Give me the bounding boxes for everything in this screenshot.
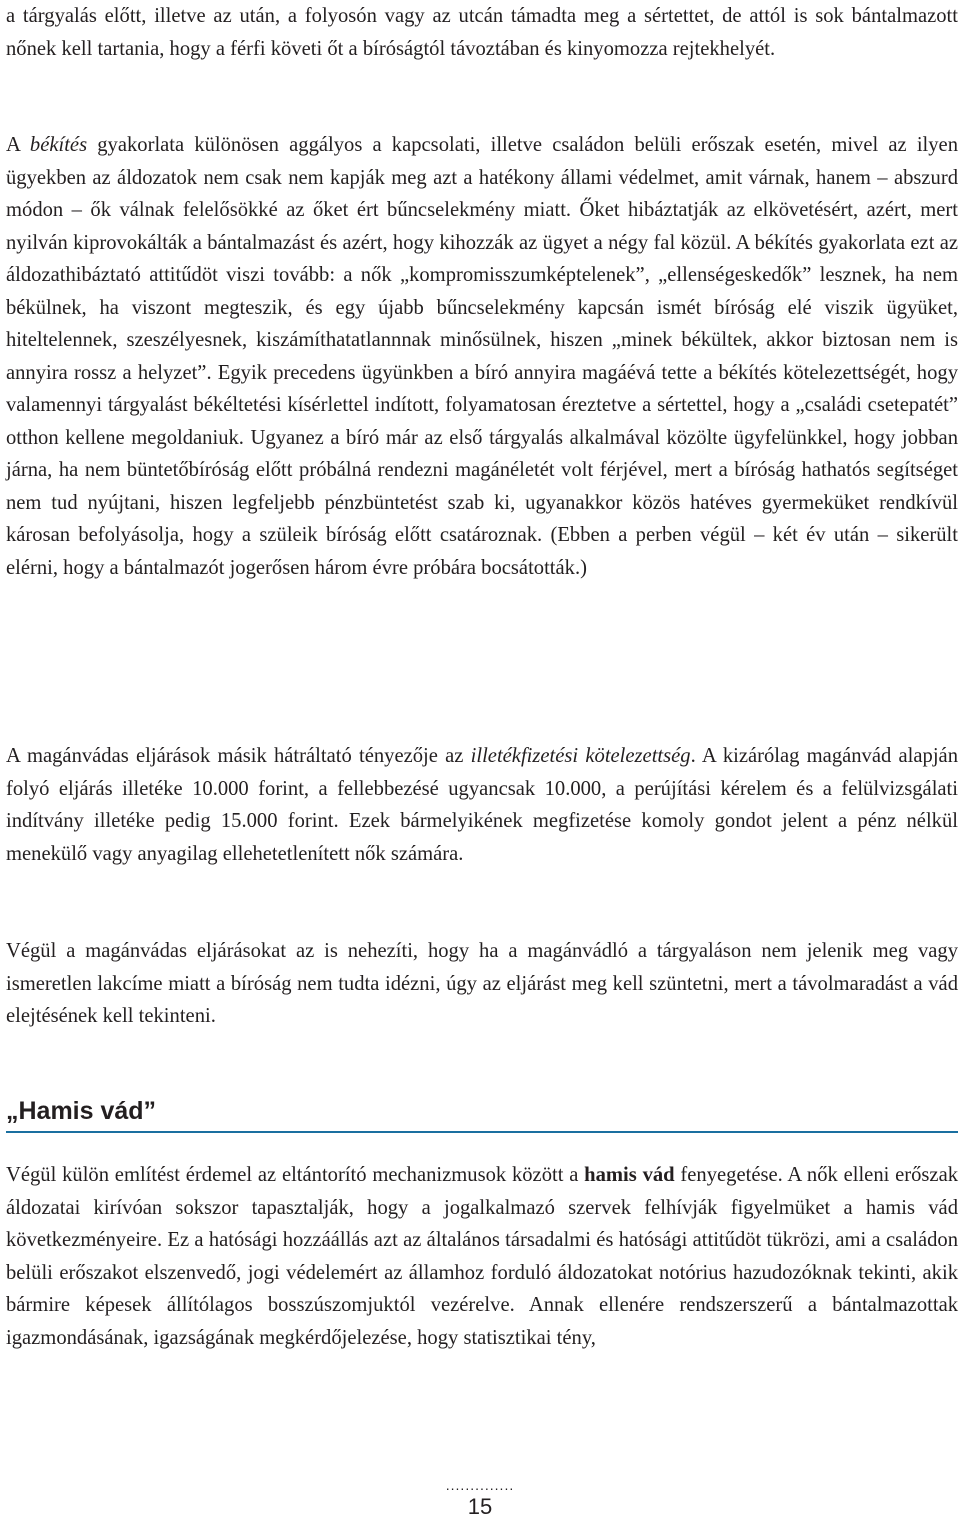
italic-term: békítés: [29, 134, 88, 156]
text-span: gyakorlata különösen aggályos a kapcsolati, illetve családon belüli erőszak esetén, mivel az ilyen ügyekben az áldozatok nem csak nem kapják meg azt a hatékony állami védelmet, amit várnak, hanem – abszurd módon – ők válnak felelősökké az őket ért bűncselekmény miatt. Őket hibáztatják az elkövetésért, azért, mert nyilván kiprovokálták a bántalmazást és azért, hogy kihozzák az ügyet a négy fal közül. A békítés gyakorlata ezt az áldozathibáztató attitűdöt viszi tovább: a nők „kompromisszumképtelenek”, „ellenségeskedők” lesznek, ha nem békülnek, ha viszont megteszik, és egy újabb bűncselekmény kapcsán ismét bíróság elé viszik ügyüket, hiteltelennek, szeszélyesnek, kiszámíthatatlannnak minősülnek, hiszen „minek békültek, akkor biztosan nem is annyira rossz a helyzet”. Egyik precedens ügyünkben a bíró annyira magáévá tette a békítés kötelezettségét, hogy valamennyi tárgyalást békéltetési kísérlettel indított, folyamatosan éreztetve a sértettel, hogy a „családi csetepatét” otthon kellene megoldaniuk. Ugyanez a bíró már az első tárgyalás alkalmával közölte ügyfelünkkel, hogy jobban járna, ha nem büntetőbíróság előtt próbálná rendezni magánéletét volt férjével, mert a bíróság hathatós segítséget nem tud nyújtani, hiszen legfeljebb pénzbüntetést szab ki, ugyanakkor közös hatéves gyermeküket rendkívül károsan befolyásolja, hogy a szüleik bíróság előtt csatároznak. (Ebben a perben végül – két év után – sikerült elérni, hogy a bántalmazót jogerősen három évre próbára bocsátották.): [6, 134, 958, 579]
page-footer: [0, 1478, 960, 1522]
paragraph-illetek: [6, 740, 958, 870]
italic-term: illetékfizetési kötelezettség: [470, 745, 691, 767]
text-span: . A kizárólag magánvád alapján folyó eljárás illetéke 10.000 forint, a fellebbezésé ugyancsak 10.000, a perújítási kérelem és a felülvizsgálati indítvány illetéke pedig 15.000 forint. Ezek bármelyikének megfizetése komoly gondot jelent a pénz nélkül menekülő vagy anyagilag ellehetetlenített nők számára.: [6, 745, 958, 865]
section-heading-container: [6, 1091, 958, 1133]
section-heading: „Hamis vád”: [6, 1097, 157, 1125]
text-span: A: [6, 134, 30, 156]
footer-dots: ..............: [445, 1477, 515, 1493]
bold-term: hamis vád: [584, 1164, 675, 1186]
paragraph-hamis-vad: [6, 1159, 958, 1354]
text-span: A magánvádas eljárások másik hátráltató tényezője az: [6, 745, 471, 767]
text-span: fenyegetése. A nők elleni erőszak áldozatai kirívóan sokszor tapasztalják, hogy a jogalkalmazó szervek felhívják figyelmüket a hamis vád következményeire. Ez a hatósági hozzáállás azt az általános társadalmi és hatósági attitűdöt tükrözi, ami a családon belüli erőszakot elszenvedő, jogi védelemért az államhoz forduló áldozatokat notórius hazudozóknak tekinti, akik bármire képesek állítólagos bosszúszomjuktól vezérelve. Annak ellenére rendszerszerű a bántalmazottak igazmondásának, igazságának megkérdőjelezése, hogy statisztikai tény,: [6, 1164, 959, 1349]
paragraph-tavolmaradas: Végül a magánvádas eljárásokat az is nehezíti, hogy ha a magánvádló a tárgyaláson nem jelenik meg vagy ismeretlen lakcíme miatt a bíróság nem tudta idézni, úgy az eljárást meg kell szüntetni, mert a távolmaradást a vád elejtésének kell tekinteni.: [6, 940, 958, 1027]
paragraph-bekites: [6, 129, 958, 584]
page-number: 15: [467, 1494, 493, 1519]
text-span: Végül külön említést érdemel az eltántorító mechanizmusok között a: [6, 1164, 585, 1186]
paragraph-continuation: a tárgyalás előtt, illetve az után, a folyosón vagy az utcán támadta meg a sértettet, de attól is sok bántalmazott nőnek kell tartania, hogy a férfi követi őt a bíróságtól távoztában és kinyomozza rejtekhelyét.: [6, 5, 958, 60]
